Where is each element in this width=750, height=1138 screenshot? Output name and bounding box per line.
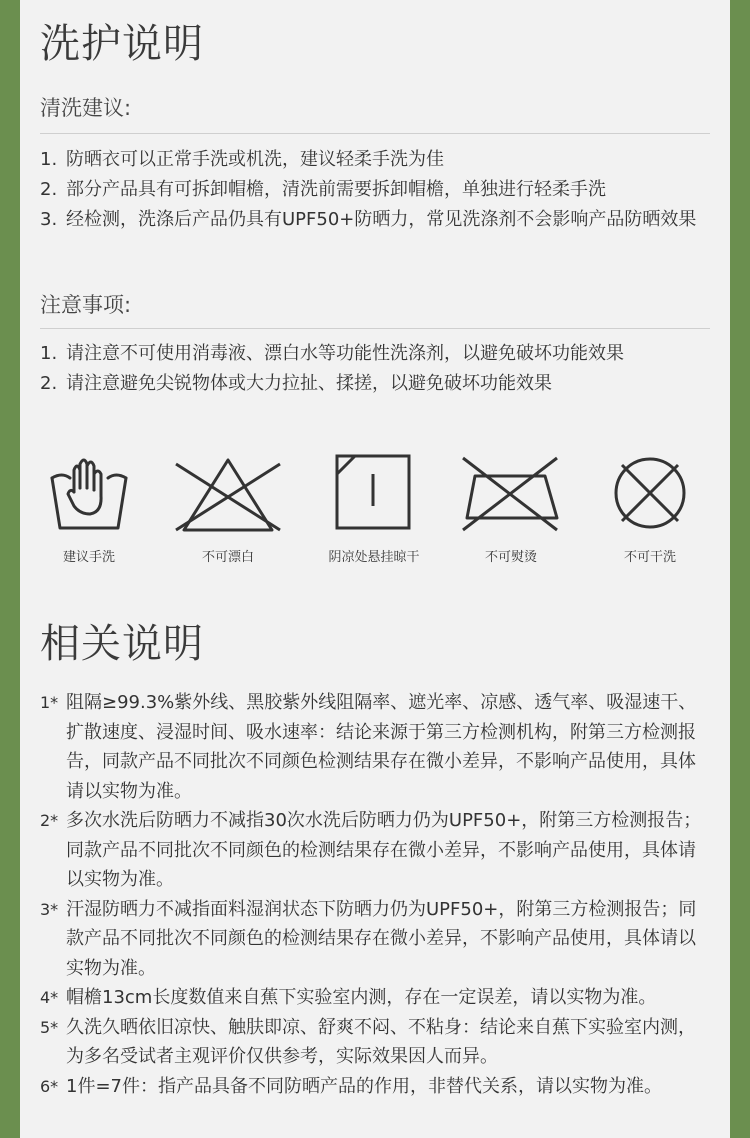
symbol-no-bleach [158,448,298,565]
symbol-label: 阴凉处悬挂晾干 [328,550,420,565]
list-item: 2. 请注意避免尖锐物体或大力拉扯、揉搓，以避免破坏功能效果 [40,373,552,394]
symbol-label: 不可熨烫 [484,550,537,565]
symbol-label: 不可干洗 [623,550,676,565]
symbol-no-dry-clean [580,448,720,565]
list-item: 1. 防晒衣可以正常手洗或机洗，建议轻柔手洗为佳 [40,149,444,170]
list-item: 3* 汗湿防晒力不减指面料湿润状态下防晒力仍为UPF50+，附第三方检测报告；同款产品不同批次不同颜色的检测结果存在微小差异，不影响产品使用，具体请以实物为准。 [40,898,697,979]
care-symbols [20,448,730,578]
notes-title: 相关说明 [40,621,204,667]
list-item: 2. 部分产品具有可拆卸帽檐，清洗前需要拆卸帽檐，单独进行轻柔手洗 [40,179,606,200]
list-item: 3. 经检测，洗涤后产品仍具有UPF50+防晒力，常见洗涤剂不会影响产品防晒效果 [40,209,697,230]
divider [40,328,710,329]
wash-list [40,146,712,236]
care-title: 洗护说明 [40,21,204,67]
list-item: 6* 1件=7件：指产品具备不同防晒产品的作用，非替代关系，请以实物为准。 [40,1075,662,1097]
symbol-label: 不可漂白 [201,550,254,565]
hand-wash-icon [44,448,134,538]
caution-list [40,340,712,400]
wash-heading: 清洗建议: [40,96,132,120]
symbol-hand-wash [19,448,159,565]
symbol-shade-hang-dry [304,448,444,565]
content-card [20,0,730,1138]
list-item: 1. 请注意不可使用消毒液、漂白水等功能性洗涤剂，以避免破坏功能效果 [40,343,624,364]
symbol-label: 建议手洗 [62,550,115,565]
list-item: 1* 阻隔≥99.3%紫外线、黑胶紫外线阻隔率、遮光率、凉感、透气率、吸湿速干、扩散速度、浸湿时间、吸水速率：结论来源于第三方检测机构，附第三方检测报告，同款产品不同批次不同颜色检测结果存在微小差异，不影响产品使用，具体请以实物为准。 [40,692,697,802]
no-bleach-icon [170,448,286,538]
list-item: 5* 久洗久晒依旧凉快、触肤即凉、舒爽不闷、不粘身：结论来自蕉下实验室内测，为多名受试者主观评价仅供参考，实际效果因人而异。 [40,1016,696,1067]
notes-list [40,688,712,1101]
no-iron-icon [453,448,569,538]
symbol-no-iron [441,448,581,565]
list-item: 4* 帽檐13cm长度数值来自蕉下实验室内测，存在一定误差，请以实物为准。 [40,987,657,1008]
list-item: 2* 多次水洗后防晒力不减指30次水洗后防晒力仍为UPF50+，附第三方检测报告；同款产品不同批次不同颜色的检测结果存在微小差异，不影响产品使用，具体请以实物为准。 [40,810,702,890]
caution-heading: 注意事项: [40,293,132,317]
shade-hang-dry-icon [329,448,419,538]
no-dry-clean-icon [605,448,695,538]
divider [40,133,710,134]
